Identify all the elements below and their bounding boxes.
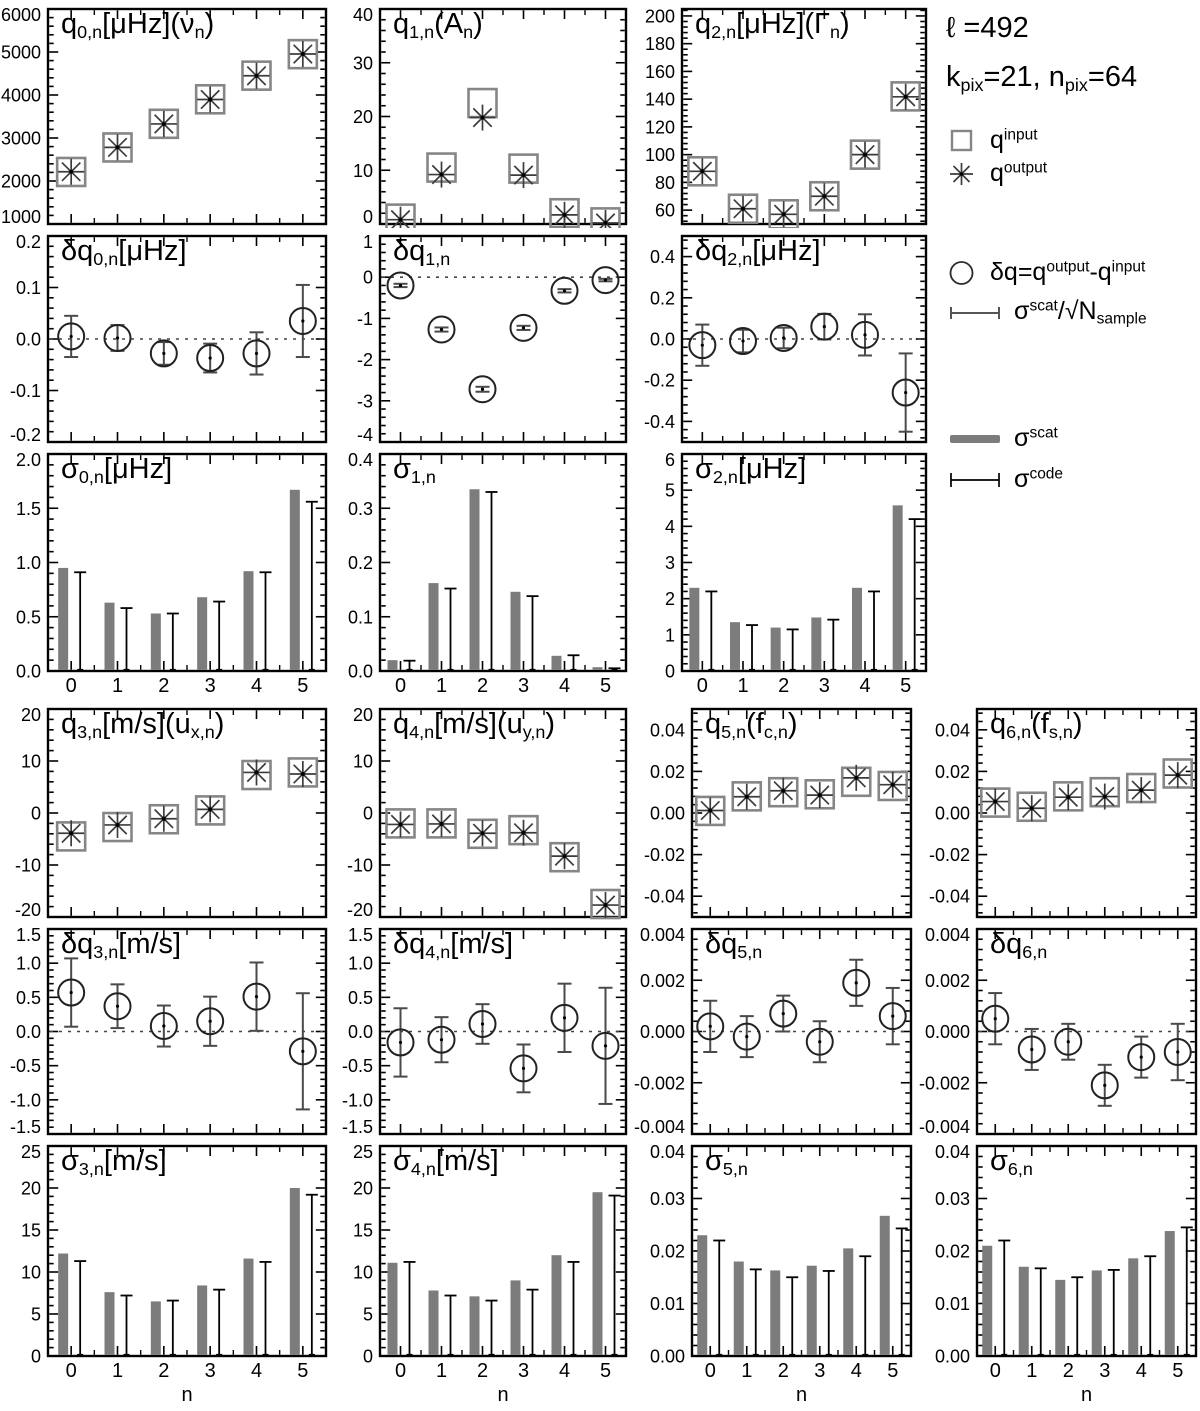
q-output-label: $q^{output}$ [990,159,1048,188]
svg-text:-0.02: -0.02 [928,845,970,866]
svg-text:0.002: 0.002 [924,970,970,991]
svg-text:20: 20 [352,1178,373,1199]
panel-dq4n [330,926,630,1138]
svg-text:-0.5: -0.5 [341,1056,373,1077]
svg-text:5: 5 [362,1304,373,1325]
svg-text:4: 4 [664,516,675,537]
svg-text:4: 4 [250,1360,263,1382]
svg-text:1.5: 1.5 [15,926,41,945]
plot-canvas-sigma0n [0,451,330,699]
svg-text:-0.04: -0.04 [643,886,685,907]
svg-text:3: 3 [517,675,530,697]
panel-q1n [330,6,630,228]
svg-text:25: 25 [20,1143,41,1162]
panel-sigma4n [330,1143,630,1406]
legend-sigma-code [946,465,1200,494]
svg-text:0: 0 [362,267,373,288]
column-2 [630,6,930,704]
panel-title: $q_{4,n}[m/s](u_{y,n})$ [393,708,556,743]
panel-title: $q_{0,n}[\mu Hz](\nu_n)$ [61,8,215,43]
svg-text:0.0: 0.0 [649,329,675,350]
svg-text:0: 0 [65,1360,77,1382]
svg-text:0.4: 0.4 [649,247,675,268]
svg-text:0.4: 0.4 [347,451,373,470]
panel-dq2n [630,233,930,446]
square-marker-icon [946,127,980,155]
svg-text:5: 5 [599,675,612,697]
panel-q5n [630,706,915,921]
panel-sigma2n [630,451,930,699]
svg-text:4: 4 [558,675,571,697]
svg-text:-1.0: -1.0 [9,1090,41,1111]
svg-text:0.3: 0.3 [347,498,373,519]
svg-text:-0.002: -0.002 [918,1073,970,1094]
panel-q2n [630,6,930,228]
svg-text:1: 1 [737,675,749,697]
svg-text:0.5: 0.5 [347,987,373,1008]
panel-dq0n [0,233,330,446]
svg-text:6000: 6000 [0,6,41,25]
svg-text:200: 200 [644,6,675,27]
svg-text:0.0: 0.0 [15,1022,41,1042]
svg-text:-0.004: -0.004 [633,1117,685,1137]
svg-text:0: 0 [30,1346,41,1367]
panel-sigma1n [330,451,630,699]
svg-text:0.04: 0.04 [649,720,685,741]
svg-text:-0.04: -0.04 [928,886,970,907]
panel-title: $\delta q_{0,n}[\mu Hz]$ [61,235,187,270]
legend-dq [946,258,1200,287]
dq-label: $\delta q=q^{output}-q^{input}$ [990,258,1146,287]
column-1 [330,6,630,704]
svg-text:0.2: 0.2 [649,288,675,309]
svg-text:1.0: 1.0 [15,553,41,573]
svg-text:0: 0 [696,675,708,697]
svg-text:-20: -20 [14,900,41,920]
column-4 [330,706,630,1411]
panel-title: $q_{6,n}(f_{s,n})$ [990,708,1083,743]
svg-text:30: 30 [352,53,373,74]
panel-title: $\sigma_{5,n}$ [705,1145,748,1180]
svg-text:-10: -10 [14,855,41,876]
svg-text:5: 5 [887,1360,899,1382]
svg-text:-10: -10 [346,855,373,876]
svg-text:5: 5 [664,480,675,501]
svg-text:0.03: 0.03 [934,1189,970,1209]
svg-text:3: 3 [204,1360,216,1382]
svg-text:n: n [795,1384,808,1406]
plot-canvas-dq5n [630,926,915,1138]
svg-text:10: 10 [20,1262,41,1283]
svg-text:-1: -1 [356,308,373,329]
svg-text:0.0: 0.0 [15,329,41,350]
svg-text:-1.0: -1.0 [341,1090,373,1111]
svg-text:180: 180 [644,34,675,55]
svg-text:1: 1 [362,233,373,252]
svg-text:15: 15 [352,1220,373,1241]
svg-text:0.03: 0.03 [649,1189,685,1209]
plot-canvas-sigma6n [915,1143,1200,1406]
svg-text:25: 25 [352,1143,373,1162]
svg-text:5: 5 [1172,1360,1184,1382]
svg-text:-0.4: -0.4 [643,411,675,432]
panel-title: $\delta q_{4,n}[m/s]$ [393,928,514,963]
svg-text:0: 0 [394,675,407,697]
panel-title: $\delta q_{5,n}$ [705,928,763,963]
column-6 [915,706,1200,1411]
circle-marker-icon [946,259,980,287]
svg-text:3: 3 [1099,1360,1111,1382]
svg-text:5: 5 [297,1360,309,1382]
svg-text:1.0: 1.0 [347,953,373,974]
svg-text:1: 1 [741,1360,753,1382]
svg-text:-0.1: -0.1 [9,381,41,401]
svg-text:20: 20 [20,1178,41,1199]
svg-text:10: 10 [352,751,373,772]
panel-title: $\sigma_{0,n}[\mu Hz]$ [61,453,173,488]
svg-text:0: 0 [362,1346,373,1367]
svg-text:0.0: 0.0 [15,661,41,682]
svg-text:1: 1 [111,675,124,697]
svg-text:0: 0 [65,675,77,697]
svg-text:4: 4 [850,1360,862,1382]
svg-text:0.04: 0.04 [934,1143,970,1162]
svg-text:3: 3 [204,675,216,697]
svg-text:-2: -2 [356,350,373,371]
svg-text:2: 2 [158,675,170,697]
svg-text:1.0: 1.0 [15,953,41,974]
legend-sigma-scat-sample [946,297,1200,328]
svg-text:140: 140 [644,89,675,110]
svg-text:160: 160 [644,61,675,82]
plot-canvas-dq6n [915,926,1200,1138]
svg-text:0.2: 0.2 [347,553,373,573]
svg-text:-20: -20 [346,900,373,920]
svg-text:0.1: 0.1 [347,607,373,628]
svg-text:n: n [1080,1384,1093,1406]
svg-text:15: 15 [20,1220,41,1241]
svg-text:3: 3 [517,1360,530,1382]
plot-canvas-sigma1n [330,451,630,699]
svg-text:0.5: 0.5 [15,607,41,628]
legend-q-output [946,159,1200,188]
sigma-code-label: $\sigma^{code}$ [1014,465,1064,494]
svg-text:0.002: 0.002 [639,970,685,991]
panel-title: $\sigma_{1,n}$ [393,453,436,488]
panel-dq1n [330,233,630,446]
svg-text:1: 1 [664,625,675,646]
svg-text:0.01: 0.01 [934,1294,970,1314]
panel-dq5n [630,926,915,1138]
panel-sigma3n [0,1143,330,1406]
svg-text:0.004: 0.004 [639,926,685,945]
svg-text:2: 2 [476,675,489,697]
svg-text:1: 1 [435,1360,448,1382]
svg-text:0.0: 0.0 [347,1022,373,1042]
svg-text:5: 5 [297,675,309,697]
svg-text:2: 2 [777,1360,789,1382]
panel-title: $\delta q_{3,n}[m/s]$ [61,928,182,963]
svg-text:0.0: 0.0 [347,661,373,682]
errorbar-icon [946,299,1004,327]
plot-canvas-sigma3n [0,1143,330,1406]
panel-q0n [0,6,330,228]
svg-text:0.02: 0.02 [934,761,970,782]
svg-text:3: 3 [664,553,675,573]
svg-text:10: 10 [352,160,373,181]
top-grid [0,0,1200,704]
sigma-scat-label: $\sigma^{scat}$ [1014,424,1058,453]
svg-text:0: 0 [704,1360,716,1382]
plot-canvas-sigma2n [630,451,930,699]
svg-text:2.0: 2.0 [15,451,41,470]
svg-text:0.02: 0.02 [649,1241,685,1262]
svg-text:0.00: 0.00 [934,803,970,824]
svg-text:2: 2 [476,1360,489,1382]
panel-sigma5n [630,1143,915,1406]
column-0 [0,6,330,704]
svg-text:0.5: 0.5 [15,987,41,1008]
svg-text:2: 2 [664,589,675,610]
svg-text:-3: -3 [356,391,373,412]
svg-text:5: 5 [900,675,912,697]
panel-q3n [0,706,330,921]
svg-text:0.00: 0.00 [649,803,685,824]
panel-dq3n [0,926,330,1138]
plot-canvas-sigma4n [330,1143,630,1406]
sigma-scat-bar-icon [946,427,1004,451]
legend-q-input [946,126,1200,155]
panel-title: $q_{3,n}[m/s](u_{x,n})$ [61,708,225,743]
svg-text:10: 10 [20,751,41,772]
svg-text:-1.5: -1.5 [9,1117,41,1137]
svg-text:40: 40 [352,6,373,25]
svg-text:4: 4 [558,1360,571,1382]
svg-text:0: 0 [989,1360,1001,1382]
svg-text:100: 100 [644,145,675,166]
svg-text:0.1: 0.1 [15,278,41,298]
svg-text:0: 0 [30,803,41,824]
svg-text:2: 2 [778,675,790,697]
panel-sigma6n [915,1143,1200,1406]
svg-text:20: 20 [352,706,373,725]
svg-text:2000: 2000 [0,171,41,192]
pix-values: $k_{pix}=21$, $n_{pix}=64$ [946,61,1138,96]
svg-text:0: 0 [362,803,373,824]
svg-text:0: 0 [362,207,373,227]
panel-sigma0n [0,451,330,699]
svg-text:20: 20 [20,706,41,725]
svg-text:2: 2 [1062,1360,1074,1382]
panel-title: $\sigma_{2,n}[\mu Hz]$ [695,453,807,488]
column-3 [0,706,330,1411]
svg-text:-4: -4 [356,425,373,445]
svg-text:60: 60 [654,200,675,221]
svg-text:3: 3 [814,1360,826,1382]
svg-text:4: 4 [250,675,263,697]
svg-text:n: n [181,1384,193,1406]
panel-q4n [330,706,630,921]
svg-text:0.00: 0.00 [934,1346,970,1367]
svg-text:0.000: 0.000 [924,1022,970,1042]
svg-text:0.004: 0.004 [924,926,970,945]
svg-text:1000: 1000 [0,207,41,227]
panel-title: $q_{1,n}(A_n)$ [393,8,483,43]
svg-text:1.5: 1.5 [15,498,41,519]
svg-text:-0.2: -0.2 [643,370,675,391]
svg-text:80: 80 [654,172,675,193]
svg-text:10: 10 [352,1262,373,1283]
svg-text:0.04: 0.04 [934,720,970,741]
svg-text:4000: 4000 [0,85,41,106]
panel-title: $q_{5,n}(f_{c,n})$ [705,708,798,743]
svg-text:0: 0 [394,1360,407,1382]
panel-title: $\delta q_{2,n}[\mu Hz]$ [695,235,821,270]
panel-title: $\sigma_{3,n}[m/s]$ [61,1145,167,1180]
svg-text:6: 6 [664,451,675,470]
asterisk-marker-icon [946,160,980,188]
bottom-grid [0,706,1200,1411]
svg-text:120: 120 [644,117,675,138]
svg-text:2: 2 [158,1360,170,1382]
svg-text:n: n [497,1384,509,1406]
svg-text:-0.02: -0.02 [643,845,685,866]
svg-text:0.02: 0.02 [649,761,685,782]
panel-q6n [915,706,1200,921]
svg-text:3: 3 [818,675,830,697]
svg-text:0.000: 0.000 [639,1022,685,1042]
svg-text:1: 1 [1026,1360,1038,1382]
q-input-label: $q^{input}$ [990,126,1038,155]
plot-canvas-sigma5n [630,1143,915,1406]
ell-value: ℓ =492 [946,12,1029,44]
panel-title: $\delta q_{6,n}$ [990,928,1048,963]
svg-text:0.01: 0.01 [649,1294,685,1314]
panel-title: $\delta q_{1,n}$ [393,235,451,270]
svg-text:4: 4 [1135,1360,1147,1382]
svg-text:1: 1 [111,1360,124,1382]
panel-title: $q_{2,n}[\mu Hz](\Gamma_n)$ [695,8,850,43]
svg-text:20: 20 [352,107,373,127]
svg-text:0: 0 [664,661,675,682]
svg-text:-0.002: -0.002 [633,1073,685,1094]
panel-dq6n [915,926,1200,1138]
svg-text:-1.5: -1.5 [341,1117,373,1137]
svg-text:5000: 5000 [0,42,41,63]
svg-text:-0.2: -0.2 [9,425,41,445]
svg-text:0.04: 0.04 [649,1143,685,1162]
svg-text:3000: 3000 [0,128,41,149]
svg-text:1.5: 1.5 [347,926,373,945]
panel-title: $\sigma_{6,n}$ [990,1145,1033,1180]
svg-text:0.00: 0.00 [649,1346,685,1367]
svg-text:0.2: 0.2 [15,233,41,252]
svg-text:1: 1 [435,675,448,697]
plot-canvas-dq1n [330,233,630,446]
svg-text:4: 4 [859,675,871,697]
column-5 [630,706,915,1411]
sigma-scat-sample-label: $\sigma^{scat}/√N_{sample}$ [1014,297,1147,328]
legend-sigma-scat [946,424,1200,453]
svg-text:-0.5: -0.5 [9,1056,41,1077]
panel-title: $\sigma_{4,n}[m/s]$ [393,1145,499,1180]
svg-text:5: 5 [30,1304,41,1325]
svg-text:-0.004: -0.004 [918,1117,970,1137]
sigma-code-errorbar-icon [946,468,1004,492]
legend-panel [930,6,1200,704]
svg-text:0.02: 0.02 [934,1241,970,1262]
svg-text:5: 5 [599,1360,612,1382]
